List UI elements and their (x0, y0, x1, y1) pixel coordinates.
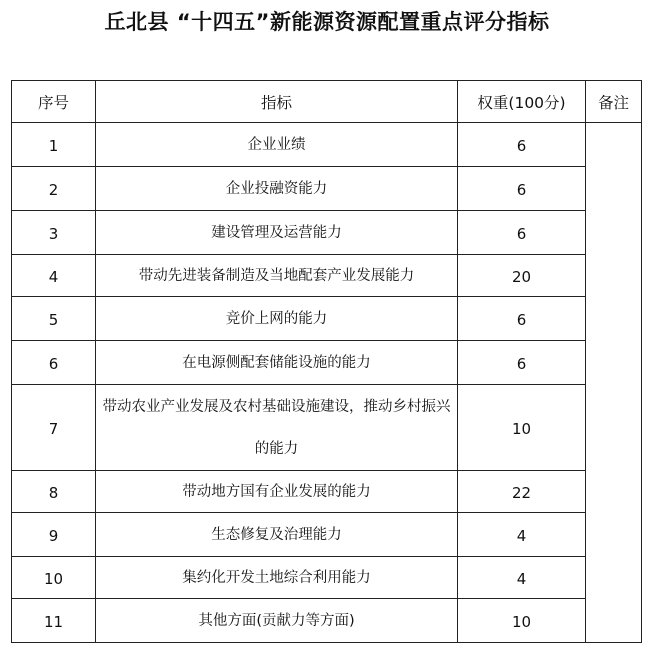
row-metric-text: 建设管理及运营能力 (211, 224, 342, 241)
row-metric-text: 在电源侧配套储能设施的能力 (182, 354, 371, 371)
row-weight: 6 (458, 297, 586, 341)
row-metric-text: 企业投融资能力 (225, 180, 328, 197)
table-row (12, 255, 642, 297)
table-row (12, 341, 642, 385)
row-metric (96, 211, 458, 255)
row-index: 4 (12, 255, 96, 297)
table-row (12, 123, 642, 167)
row-weight: 22 (458, 471, 586, 513)
row-metric (96, 255, 458, 297)
row-index: 1 (12, 123, 96, 167)
row-weight: 10 (458, 385, 586, 471)
header-index: 序号 (12, 81, 96, 123)
row-metric-text: 集约化开发土地综合利用能力 (182, 569, 371, 586)
table-row (12, 513, 642, 557)
table-row (12, 471, 642, 513)
row-metric-text: 竞价上网的能力 (225, 310, 328, 327)
row-metric (96, 385, 458, 471)
table-row (12, 385, 642, 471)
row-metric (96, 513, 458, 557)
table-row (12, 599, 642, 643)
row-metric-text: 带动地方国有企业发展的能力 (182, 483, 371, 500)
row-metric-text: 企业业绩 (247, 136, 306, 153)
row-weight: 10 (458, 599, 586, 643)
row-metric-text: 带动农业产业发展及农村基础设施建设，推动乡村振兴的能力 (102, 398, 451, 457)
row-index: 3 (12, 211, 96, 255)
row-index: 6 (12, 341, 96, 385)
row-metric (96, 297, 458, 341)
page-title: 丘北县 “十四五”新能源资源配置重点评分指标 (104, 10, 550, 34)
row-index: 2 (12, 167, 96, 211)
row-weight: 6 (458, 167, 586, 211)
remark-cell (586, 123, 642, 643)
row-index: 9 (12, 513, 96, 557)
row-index: 8 (12, 471, 96, 513)
row-weight: 6 (458, 211, 586, 255)
row-metric (96, 599, 458, 643)
row-index: 10 (12, 557, 96, 599)
table-row (12, 557, 642, 599)
row-weight: 4 (458, 557, 586, 599)
row-index: 5 (12, 297, 96, 341)
row-weight: 4 (458, 513, 586, 557)
header-metric: 指标 (96, 81, 458, 123)
row-metric (96, 341, 458, 385)
row-weight: 6 (458, 123, 586, 167)
row-metric (96, 167, 458, 211)
header-remark: 备注 (586, 81, 642, 123)
row-metric (96, 123, 458, 167)
row-index: 11 (12, 599, 96, 643)
table-row (12, 167, 642, 211)
table-row (12, 297, 642, 341)
header-row (12, 81, 642, 123)
row-weight: 20 (458, 255, 586, 297)
row-metric (96, 471, 458, 513)
row-weight: 6 (458, 341, 586, 385)
row-metric-text: 生态修复及治理能力 (211, 526, 342, 543)
row-metric-text: 带动先进装备制造及当地配套产业发展能力 (138, 267, 415, 284)
row-metric (96, 557, 458, 599)
row-index: 7 (12, 385, 96, 471)
table-row (12, 211, 642, 255)
row-metric-text: 其他方面(贡献力等方面) (198, 612, 355, 629)
header-weight: 权重(100分) (458, 81, 586, 123)
scoring-table (11, 80, 642, 643)
